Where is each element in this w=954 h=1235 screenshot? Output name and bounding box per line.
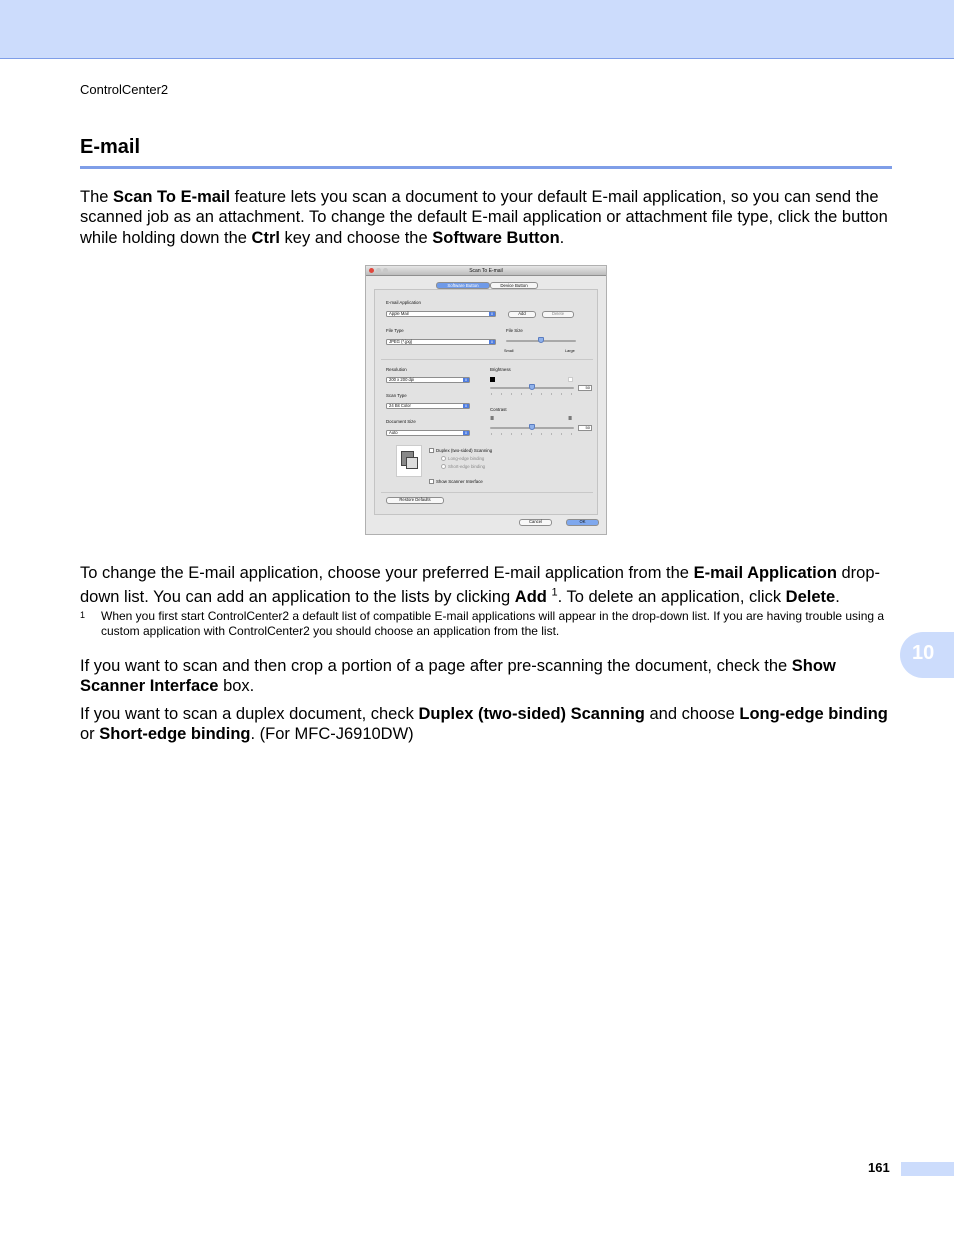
file-size-slider-thumb[interactable] [538, 337, 544, 343]
scan-type-select[interactable]: 24 Bit Color ⇕ [386, 403, 470, 409]
email-app-paragraph: To change the E-mail application, choose your preferred E-mail application from the E-mail Application drop-down list. You can add an application to the lists by clicking Add $^1$. To delete an application, click Delete. [80, 563, 881, 606]
high-contrast-icon: ≣ [568, 416, 573, 422]
size-large-label: Large [565, 349, 575, 353]
short-edge-radio[interactable] [441, 464, 446, 469]
popup-arrow-icon: ⇕ [490, 340, 494, 344]
chapter-number: 10 [912, 642, 935, 664]
footnote-number: 1 [80, 610, 86, 620]
tab-device-button[interactable]: Device Button [490, 282, 538, 289]
file-type-select[interactable]: JPEG (*.jpg) ⇕ [386, 339, 496, 345]
divider [381, 359, 593, 360]
duplex-paragraph: If you want to scan a duplex document, check Duplex (two-sided) Scanning and choose Long-edge binding or Short-edge binding. (For MFC-J6910DW) [80, 704, 888, 743]
document-size-label: Document Size [386, 419, 416, 424]
divider [381, 492, 593, 493]
header-band [0, 0, 954, 59]
file-type-label: File Type [386, 328, 404, 333]
email-app-select[interactable]: Apple Mail ⇕ [386, 311, 496, 317]
brightness-value-field[interactable]: 50 [578, 385, 592, 391]
brightness-slider-thumb[interactable] [529, 384, 535, 390]
add-button[interactable]: Add [508, 311, 536, 318]
duplex-checkbox[interactable] [429, 448, 434, 453]
dialog-title-bar [366, 266, 606, 276]
contrast-slider-thumb[interactable] [529, 424, 535, 430]
long-edge-label: Long-edge binding [448, 456, 485, 461]
ok-button[interactable]: OK [566, 519, 599, 526]
popup-arrow-icon: ⇕ [490, 312, 494, 316]
show-scanner-label: Show Scanner Interface [436, 479, 483, 484]
scanner-icon [396, 445, 422, 477]
popup-arrow-icon: ⇕ [464, 431, 468, 435]
contrast-label: Contrast [490, 407, 507, 412]
restore-defaults-button[interactable]: Restore Defaults [386, 497, 444, 504]
footnote [80, 609, 895, 639]
duplex-label: Duplex (two-sided) Scanning [436, 448, 493, 453]
footnote-text: When you first start ControlCenter2 a default list of compatible E-mail applications will appear in the drop-down list. If you are having trouble using a custom application with ControlCenter2 you should choose an application from the list. [101, 609, 885, 638]
brightness-ticks [491, 393, 575, 395]
section-title: E-mail [80, 136, 141, 158]
delete-button[interactable]: Delete [542, 311, 574, 318]
scan-type-label: Scan Type [386, 393, 407, 398]
long-edge-radio[interactable] [441, 456, 446, 461]
document-size-select[interactable]: Auto ⇕ [386, 430, 470, 436]
popup-arrow-icon: ⇕ [464, 404, 468, 408]
page-number-bar [901, 1162, 954, 1176]
contrast-value-field[interactable]: 50 [578, 425, 592, 431]
page-number: 161 [868, 1160, 890, 1175]
short-edge-label: Short-edge binding [448, 464, 486, 469]
section-rule [80, 166, 892, 169]
dialog-title: Scan To E-mail [469, 267, 503, 274]
scan-to-email-dialog [365, 265, 607, 535]
intro-paragraph: The Scan To E-mail feature lets you scan a document to your default E-mail application, so you can send the scanned job as an attachment. To change the default E-mail application or attachment file type, click the button while holding down the Ctrl key and choose the Software Button. [80, 187, 888, 247]
low-contrast-icon: ≣ [490, 416, 495, 422]
brightness-label: Brightness [490, 367, 511, 372]
dark-square-icon [490, 377, 495, 382]
running-head: ControlCenter2 [80, 82, 169, 97]
footnote-ref: 1 [551, 586, 558, 598]
resolution-label: Resolution [386, 367, 407, 372]
settings-panel [374, 289, 598, 515]
email-app-label: E-mail Application [386, 300, 421, 305]
tab-software-button[interactable]: Software Button [436, 282, 490, 289]
resolution-select[interactable]: 200 x 200 dpi ⇕ [386, 377, 470, 383]
size-small-label: Small [504, 349, 514, 353]
scanner-interface-paragraph: If you want to scan and then crop a portion of a page after pre-scanning the document, check the Show Scanner Interface box. [80, 656, 836, 695]
light-square-icon [568, 377, 573, 382]
chapter-tab [900, 632, 954, 678]
popup-arrow-icon: ⇕ [464, 378, 468, 382]
contrast-ticks [491, 433, 575, 435]
show-scanner-checkbox[interactable] [429, 479, 434, 484]
file-size-label: File Size [506, 328, 523, 333]
cancel-button[interactable]: Cancel [519, 519, 552, 526]
